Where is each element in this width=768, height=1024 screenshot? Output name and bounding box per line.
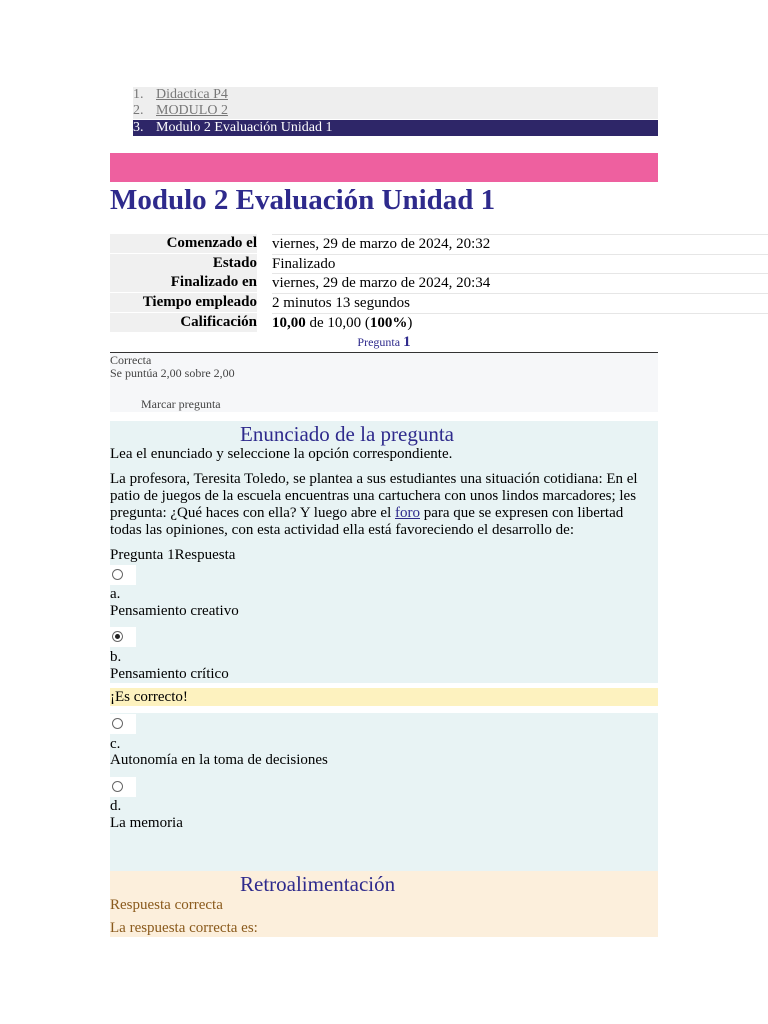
option-b-radio[interactable] bbox=[112, 631, 123, 642]
breadcrumb-link-course[interactable]: Didactica P4 bbox=[156, 87, 228, 102]
option-d-text[interactable]: La memoria bbox=[110, 815, 183, 831]
question-text-line: todas las opiniones, con esta actividad ella está favoreciendo el desarrollo de: bbox=[110, 522, 574, 538]
option-a-text[interactable]: Pensamiento creativo bbox=[110, 603, 239, 619]
option-a-letter: a. bbox=[110, 586, 121, 602]
summary-row-time bbox=[110, 293, 768, 312]
summary-value: viernes, 29 de marzo de 2024, 20:32 bbox=[272, 234, 768, 254]
summary-value: 10,00 de 10,00 (100%) bbox=[272, 313, 768, 333]
header-bar bbox=[110, 153, 658, 182]
feedback-line: Respuesta correcta bbox=[110, 897, 223, 913]
question-instruction: Lea el enunciado y seleccione la opción correspondiente. bbox=[110, 446, 453, 462]
summary-value: viernes, 29 de marzo de 2024, 20:34 bbox=[272, 273, 768, 293]
option-b-cell[interactable] bbox=[110, 627, 136, 647]
page-title: Modulo 2 Evaluación Unidad 1 bbox=[110, 184, 496, 216]
option-c-text[interactable]: Autonomía en la toma de decisiones bbox=[110, 752, 328, 768]
question-content-area-lower bbox=[110, 713, 658, 871]
correct-feedback: ¡Es correcto! bbox=[110, 688, 658, 706]
summary-value: Finalizado bbox=[272, 254, 768, 274]
breadcrumb-item-module[interactable]: 2. MODULO 2 bbox=[133, 103, 658, 119]
breadcrumb-item-course[interactable]: 1. Didactica P4 bbox=[133, 87, 658, 103]
forum-link[interactable]: foro bbox=[395, 505, 420, 521]
statement-heading: Enunciado de la pregunta bbox=[240, 422, 454, 446]
option-c-radio[interactable] bbox=[112, 718, 123, 729]
summary-row-finished bbox=[110, 273, 768, 292]
summary-label: Calificación bbox=[110, 313, 257, 332]
grade-value: 10,00 bbox=[272, 315, 306, 331]
summary-label: Estado bbox=[110, 254, 257, 273]
summary-label: Comenzado el bbox=[110, 234, 257, 253]
summary-label: Tiempo empleado bbox=[110, 293, 257, 312]
summary-label: Finalizado en bbox=[110, 273, 257, 292]
summary-row-grade bbox=[110, 313, 768, 332]
question-number: 1 bbox=[403, 334, 411, 350]
question-state: Correcta bbox=[110, 353, 152, 367]
question-info bbox=[110, 353, 658, 412]
feedback-line: La respuesta correcta es: bbox=[110, 920, 258, 936]
question-text-line: La profesora, Teresita Toledo, se plantea a sus estudiantes una situación cotidiana: En el bbox=[110, 471, 638, 487]
question-number-header: Pregunta 1 bbox=[110, 334, 658, 353]
question-text-line: pregunta: ¿Qué haces con ella? Y luego abre el foro para que se expresen con libertad bbox=[110, 505, 624, 521]
option-d-cell[interactable] bbox=[110, 777, 136, 797]
breadcrumb-link-module[interactable]: MODULO 2 bbox=[156, 103, 228, 118]
summary-row-started bbox=[110, 234, 768, 253]
grade-percent: 100% bbox=[369, 315, 408, 331]
breadcrumb-item-current: 3. Modulo 2 Evaluación Unidad 1 bbox=[133, 120, 658, 136]
flag-question-link[interactable]: Marcar pregunta bbox=[141, 397, 221, 411]
option-d-letter: d. bbox=[110, 798, 122, 814]
option-a-radio[interactable] bbox=[112, 569, 123, 580]
question-text-line: patio de juegos de la escuela encuentras una cartuchera con unos lindos marcadores; les bbox=[110, 488, 637, 504]
option-a-cell[interactable] bbox=[110, 565, 136, 585]
option-c-letter: c. bbox=[110, 736, 121, 752]
summary-value: 2 minutos 13 segundos bbox=[272, 293, 768, 313]
summary-row-state bbox=[110, 254, 768, 273]
option-d-radio[interactable] bbox=[112, 781, 123, 792]
answer-label: Pregunta 1Respuesta bbox=[110, 547, 236, 563]
option-c-cell[interactable] bbox=[110, 714, 136, 734]
feedback-heading: Retroalimentación bbox=[240, 872, 396, 896]
option-b-text[interactable]: Pensamiento crítico bbox=[110, 666, 229, 682]
option-b-letter: b. bbox=[110, 649, 122, 665]
question-score: Se puntúa 2,00 sobre 2,00 bbox=[110, 366, 235, 380]
